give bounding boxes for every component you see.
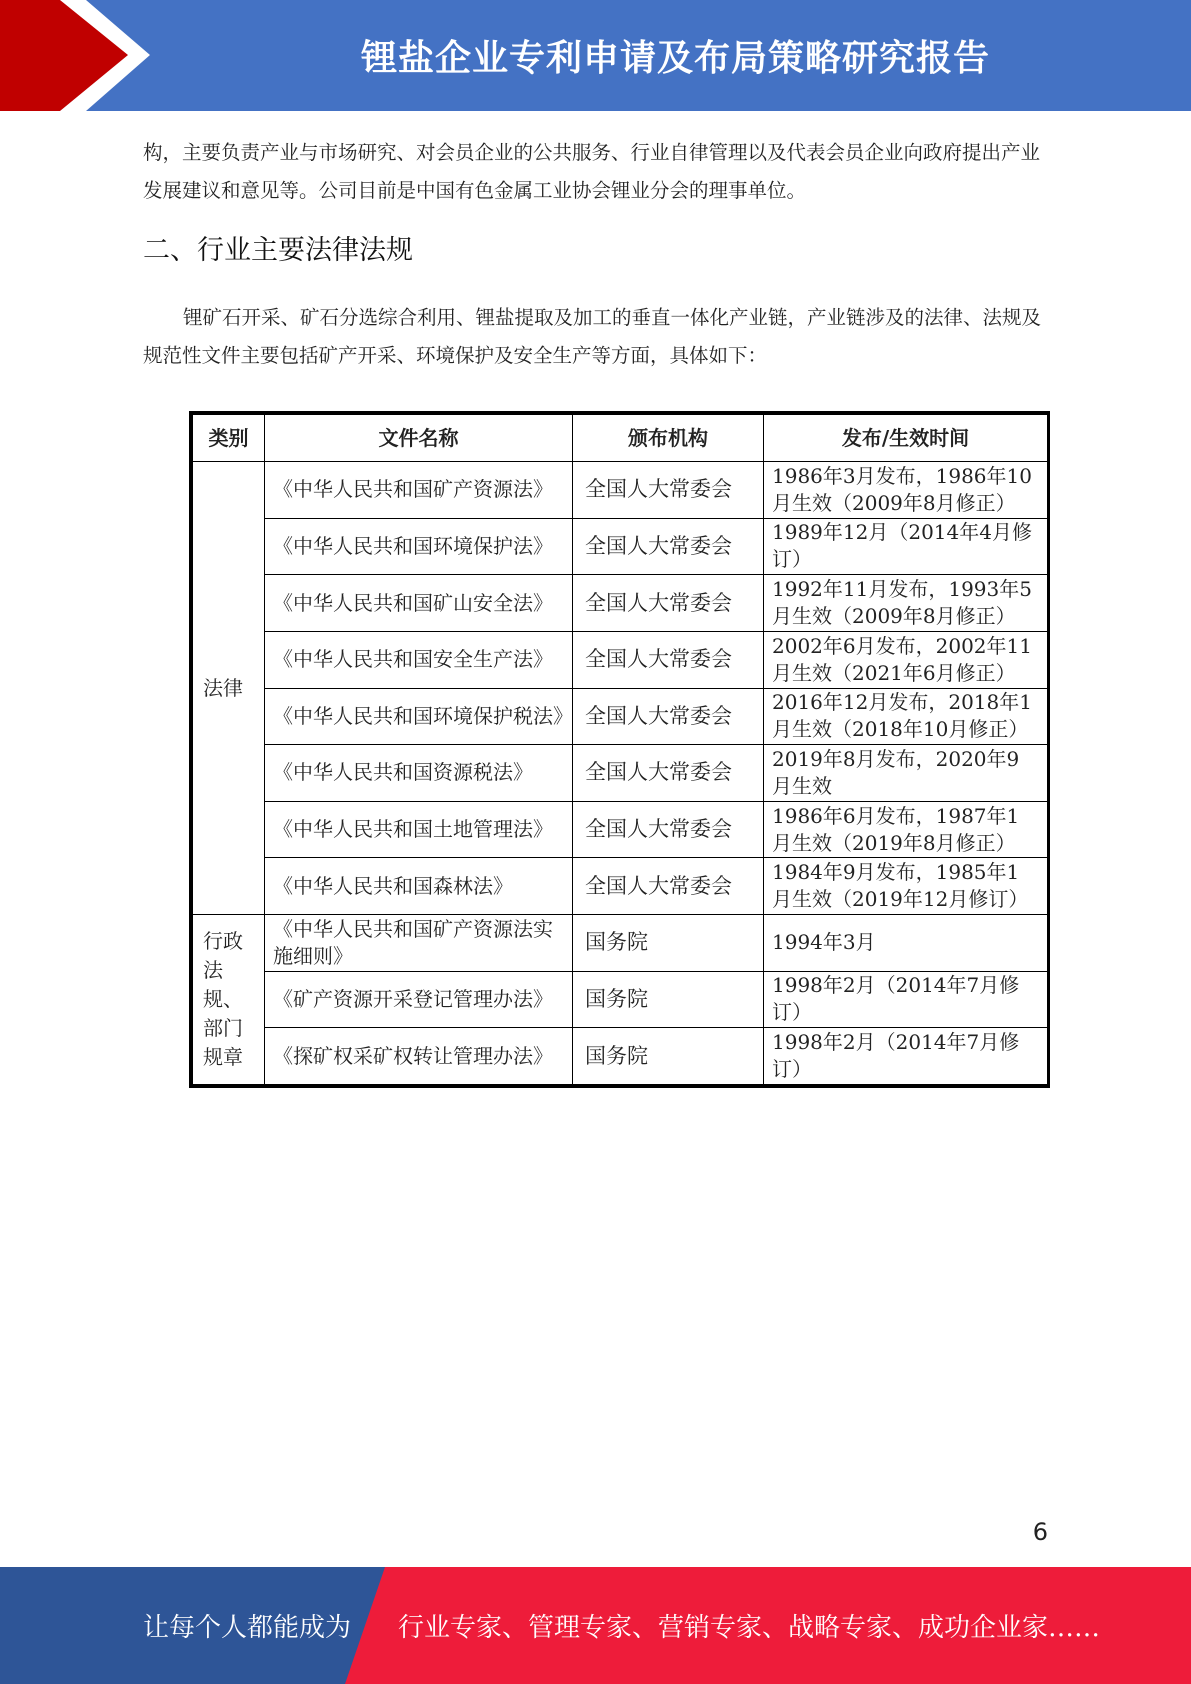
agency-cell: 全国人大常委会 [573,688,764,745]
date-cell: 1989年12月（2014年4月修订） [764,518,1048,575]
agency-cell: 国务院 [573,915,764,972]
table-row [193,971,1048,1028]
agency-cell: 全国人大常委会 [573,575,764,632]
document-name-cell: 《中华人民共和国森林法》 [265,858,573,915]
footer-slogan-left: 让每个人都能成为 [143,1613,352,1643]
page-footer [0,1567,1191,1684]
date-cell: 1986年3月发布，1986年10月生效（2009年8月修正） [764,462,1048,519]
section-title: 二、行业主要法律法规 [143,235,413,266]
document-name-cell: 《中华人民共和国矿产资源法实施细则》 [265,915,573,972]
document-name-cell: 《中华人民共和国环境保护税法》 [265,688,573,745]
table-header-row [193,415,1048,462]
date-cell: 1986年6月发布，1987年1月生效（2019年8月修正） [764,801,1048,858]
table-row [193,688,1048,745]
laws-table-container [189,411,1050,1088]
header-effective-date: 发布/生效时间 [764,415,1048,462]
date-cell: 2016年12月发布，2018年1月生效（2018年10月修正） [764,688,1048,745]
agency-cell: 全国人大常委会 [573,801,764,858]
report-title: 锂盐企业专利申请及布局策略研究报告 [360,38,990,79]
intro-paragraph: 构，主要负责产业与市场研究、对会员企业的公共服务、行业自律管理以及代表会员企业向政府提出产业发展建议和意见等。公司目前是中国有色金属工业协会锂业分会的理事单位。 [143,141,1041,202]
header-category: 类别 [193,415,265,462]
table-row [193,462,1048,519]
date-cell: 1994年3月 [764,915,1048,972]
agency-cell: 全国人大常委会 [573,518,764,575]
table-row [193,915,1048,972]
table-row [193,518,1048,575]
table-row [193,801,1048,858]
document-name-cell: 《中华人民共和国土地管理法》 [265,801,573,858]
date-cell: 1998年2月（2014年7月修订） [764,1028,1048,1085]
category-cell-administrative: 行政法规、部门规章 [193,915,265,1085]
date-cell: 1992年11月发布，1993年5月生效（2009年8月修正） [764,575,1048,632]
document-name-cell: 《中华人民共和国安全生产法》 [265,631,573,688]
header-issuing-agency: 颁布机构 [573,415,764,462]
document-name-cell: 《矿产资源开采登记管理办法》 [265,971,573,1028]
agency-cell: 国务院 [573,971,764,1028]
date-cell: 2019年8月发布，2020年9月生效 [764,745,1048,802]
document-name-cell: 《探矿权采矿权转让管理办法》 [265,1028,573,1085]
page-number: 6 [1032,1518,1048,1546]
date-cell: 2002年6月发布，2002年11月生效（2021年6月修正） [764,631,1048,688]
document-name-cell: 《中华人民共和国矿山安全法》 [265,575,573,632]
date-cell: 1998年2月（2014年7月修订） [764,971,1048,1028]
category-cell-law: 法律 [193,462,265,915]
agency-cell: 全国人大常委会 [573,462,764,519]
section-paragraph: 锂矿石开采、矿石分选综合利用、锂盐提取及加工的垂直一体化产业链，产业链涉及的法律、法规及规范性文件主要包括矿产开采、环境保护及安全生产等方面，具体如下： [143,306,1042,367]
agency-cell: 全国人大常委会 [573,631,764,688]
table-row [193,631,1048,688]
table-row [193,1028,1048,1085]
document-name-cell: 《中华人民共和国环境保护法》 [265,518,573,575]
agency-cell: 全国人大常委会 [573,745,764,802]
date-cell: 1984年9月发布，1985年1月生效（2019年12月修订） [764,858,1048,915]
agency-cell: 全国人大常委会 [573,858,764,915]
laws-table [192,414,1048,1085]
header-document-name: 文件名称 [265,415,573,462]
table-row [193,575,1048,632]
agency-cell: 国务院 [573,1028,764,1085]
document-name-cell: 《中华人民共和国矿产资源法》 [265,462,573,519]
table-row [193,745,1048,802]
page-header [0,0,1191,111]
document-name-cell: 《中华人民共和国资源税法》 [265,745,573,802]
footer-slogan-right: 行业专家、管理专家、营销专家、战略专家、成功企业家…… [398,1613,1101,1643]
table-row [193,858,1048,915]
